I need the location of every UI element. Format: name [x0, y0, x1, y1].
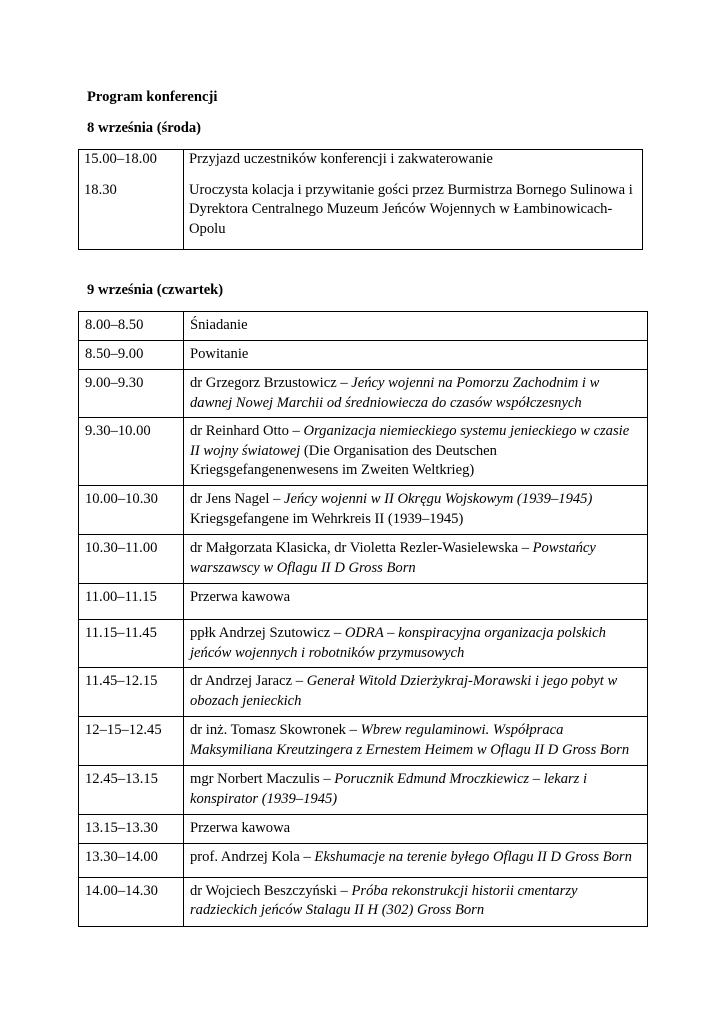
- time-cell: 12.45–13.15: [79, 766, 184, 815]
- speaker-text: Śniadanie: [190, 317, 248, 333]
- time-cell: 10.30–11.00: [79, 535, 184, 584]
- event-cell: [184, 717, 648, 766]
- talk-title: ODRA – konspiracyjna organizacja polskich jeńców wojennych i robotników przymusowych: [190, 625, 606, 661]
- talk-title: Generał Witold Dzierżykraj-Morawski i jego pobyt w obozach jenieckich: [190, 673, 618, 709]
- schedule-row: [79, 341, 648, 370]
- speaker-text: dr Wojciech Beszczyński –: [190, 882, 352, 899]
- talk-subtitle: (Die Organisation des Deutschen Kriegsgefangenenwesens im Zweiten Weltkrieg): [190, 442, 497, 478]
- schedule-row: [79, 584, 648, 620]
- talk-title: Porucznik Edmund Mroczkiewicz – lekarz i konspirator (1939–1945): [190, 771, 588, 807]
- schedule-row: [79, 620, 648, 668]
- speaker-text: dr Andrzej Jaracz –: [190, 673, 307, 689]
- time-cell: 11.15–11.45: [79, 620, 184, 668]
- event-cell: [184, 341, 648, 370]
- event-cell: [184, 815, 648, 844]
- talk-subtitle: Kriegsgefangene im Wehrkreis II (1939–1945): [190, 510, 464, 527]
- day1-heading: 8 września (środa): [87, 120, 202, 136]
- schedule-row: [78, 177, 643, 244]
- event-cell: Przyjazd uczestników konferencji i zakwaterowanie: [189, 151, 493, 167]
- time-cell: 8.50–9.00: [79, 341, 184, 370]
- time-cell: 9.30–10.00: [79, 418, 184, 486]
- page-title: Program konferencji: [87, 89, 218, 105]
- speaker-text: ppłk Andrzej Szutowicz –: [190, 625, 345, 641]
- schedule-row: [79, 815, 648, 844]
- event-cell: [184, 312, 648, 341]
- schedule-row: [79, 766, 648, 815]
- event-cell: [184, 877, 648, 926]
- time-cell: 13.30–14.00: [79, 843, 184, 877]
- talk-title: Próba rekonstrukcji historii cmentarzy radzieckich jeńców Stalagu II H (302) Gross Born: [190, 882, 578, 918]
- speaker-text: dr Reinhard Otto –: [190, 423, 304, 439]
- time-cell: 14.00–14.30: [79, 877, 184, 926]
- time-cell: 9.00–9.30: [79, 370, 184, 418]
- schedule-row: [79, 843, 648, 877]
- time-cell: 10.00–10.30: [79, 486, 184, 535]
- event-cell: Uroczysta kolacja i przywitanie gości przez Burmistrza Bornego Sulinowa i Dyrektora Centralnego Muzeum Jeńców Wojennych w Łambinowicach-Opolu: [189, 181, 633, 237]
- schedule-row: [79, 877, 648, 926]
- schedule-row: [79, 418, 648, 486]
- speaker-text: mgr Norbert Maczulis –: [190, 771, 335, 787]
- schedule-row: [79, 535, 648, 584]
- event-cell: [184, 370, 648, 418]
- speaker-text: dr inż. Tomasz Skowronek –: [190, 722, 361, 738]
- talk-title: Jeńcy wojenni w II Okręgu Wojskowym (1939–1945): [284, 491, 593, 507]
- schedule-row: [78, 149, 643, 177]
- time-cell: 8.00–8.50: [79, 312, 184, 341]
- event-cell: [184, 535, 648, 584]
- speaker-text: prof. Andrzej Kola –: [190, 848, 315, 865]
- speaker-text: dr Grzegorz Brzustowicz –: [190, 375, 352, 391]
- speaker-text: Przerwa kawowa: [190, 820, 291, 836]
- schedule-row: [79, 486, 648, 535]
- event-cell: [184, 620, 648, 668]
- schedule-row: [79, 370, 648, 418]
- event-cell: [184, 584, 648, 620]
- schedule-row: [79, 312, 648, 341]
- speaker-text: dr Jens Nagel –: [190, 491, 285, 507]
- time-cell: 11.45–12.15: [79, 668, 184, 717]
- schedule-row: [79, 717, 648, 766]
- talk-title: Ekshumacje na terenie byłego Oflagu II D Gross Born: [314, 848, 632, 865]
- time-cell: 13.15–13.30: [79, 815, 184, 844]
- talk-title: Wbrew regulaminowi. Współpraca Maksymiliana Kreutzingera z Ernestem Heimem w Oflagu II D Gross Born: [190, 722, 630, 758]
- event-cell: [184, 418, 648, 486]
- event-cell: [184, 668, 648, 717]
- event-cell: [184, 766, 648, 815]
- speaker-text: dr Małgorzata Klasicka, dr Violetta Rezler-Wasielewska –: [190, 540, 533, 556]
- event-cell: [184, 843, 648, 877]
- speaker-text: Przerwa kawowa: [190, 589, 291, 605]
- time-cell: 11.00–11.15: [79, 584, 184, 620]
- time-cell: 15.00–18.00: [84, 151, 157, 167]
- day2-heading: 9 września (czwartek): [87, 282, 224, 298]
- time-cell: 18.30: [84, 181, 117, 198]
- talk-title: Organizacja niemieckiego systemu jenieckiego w czasie II wojny światowej: [190, 423, 630, 459]
- speaker-text: Powitanie: [190, 346, 249, 362]
- day1-schedule-table: [78, 149, 643, 243]
- event-cell: [184, 486, 648, 535]
- talk-title: Jeńcy wojenni na Pomorzu Zachodnim i w dawnej Nowej Marchii od średniowiecza do czasów współczesnych: [190, 375, 600, 411]
- schedule-row: [79, 668, 648, 717]
- time-cell: 12–15–12.45: [79, 717, 184, 766]
- talk-title: Powstańcy warszawscy w Oflagu II D Gross Born: [190, 540, 596, 576]
- day2-schedule-table: [78, 311, 648, 927]
